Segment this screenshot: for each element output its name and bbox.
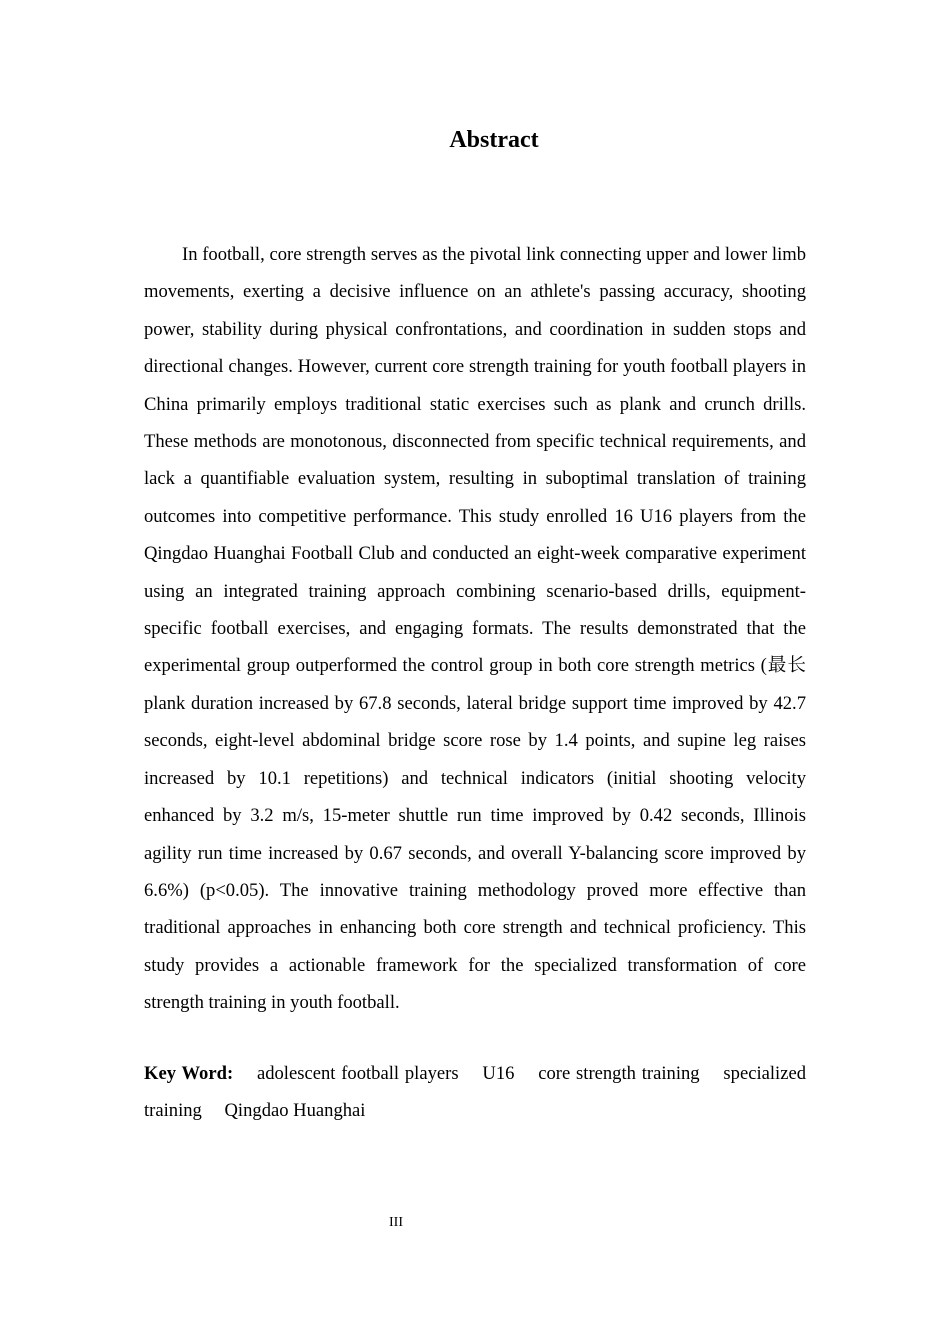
- keyword-term: Qingdao Huanghai: [224, 1100, 366, 1122]
- abstract-title: Abstract: [449, 127, 539, 153]
- keyword-term: U16: [482, 1063, 515, 1084]
- abstract-body: In football, core strength serves as the pivotal link connecting upper and lower limb movements, exerting a decisive influence on an athlete's passing accuracy, shooting power, stability during physical confrontations, and coordination in sudden stops and directional changes. However, current core strength training for youth football players in China primarily employs traditional static exercises such as plank and crunch drills. These methods are monotonous, disconnected from specific technical requirements, and lack a quantifiable evaluation system, resulting in suboptimal translation of training outcomes into competitive performance. This study enrolled 16 U16 players from the Qingdao Huanghai Football Club and conducted an eight-week comparative experiment using an integrated training approach combining scenario-based drills, equipment-specific football exercises, and engaging formats. The results demonstrated that the experimental group outperformed the control group in both core strength metrics (最长 plank duration increased by 67.8 seconds, lateral bridge support time improved by 42.7 seconds, eight-level abdominal bridge score rose by 1.4 points, and supine leg raises increased by 10.1 repetitions) and technical indicators (initial shooting velocity enhanced by 3.2 m/s, 15-meter shuttle run time improved by 0.42 seconds, Illinois agility run time increased by 0.67 seconds, and overall Y-balancing score improved by 6.6%) (p<0.05). The innovative training methodology proved more effective than traditional approaches in enhancing both core strength and technical proficiency. This study provides a actionable framework for the specialized transformation of core strength training in youth football.: [144, 244, 806, 1014]
- keyword-term: specialized training: [144, 1063, 806, 1122]
- keyword-term: core strength training: [538, 1063, 700, 1084]
- keywords-line: [144, 1055, 806, 1130]
- keyword-term: adolescent football players: [256, 1063, 459, 1084]
- keywords-label: Key Word:: [144, 1063, 234, 1084]
- page-number: III: [389, 1215, 403, 1230]
